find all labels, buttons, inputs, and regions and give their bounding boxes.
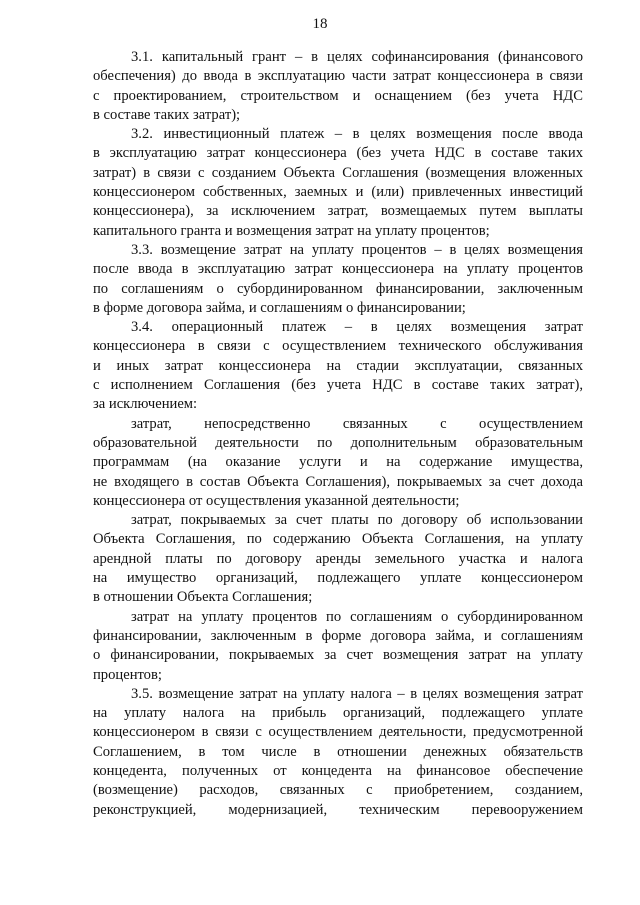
text-line: обеспечения) до ввода в эксплуатацию части затрат концессионера в связи [93, 68, 583, 85]
text-line: на имущество организаций, подлежащего уплате концессионером [93, 570, 583, 587]
text-line: затрат, непосредственно связанных с осуществлением [131, 415, 583, 432]
text-line: Объекта Соглашения, по содержанию Объекта Соглашения, на уплату [93, 531, 583, 548]
text-line: концессионера), за исключением затрат, возмещаемых путем выплаты [93, 203, 583, 220]
text-line: концессионером собственных, заемных и (или) привлеченных инвестиций [93, 184, 583, 201]
text-line: концессионера от осуществления указанной деятельности; [93, 492, 460, 509]
paragraph-3.4-a [93, 415, 583, 511]
text-line: Соглашением, в том числе в отношении денежных обязательств [93, 743, 583, 760]
text-line: 3.2. инвестиционный платеж – в целях возмещения после ввода [131, 126, 583, 143]
text-line: реконструкцией, модернизацией, техническим перевооружением [93, 801, 583, 818]
text-line: в отношении Объекта Соглашения; [93, 589, 313, 606]
page-number: 18 [312, 16, 328, 32]
paragraph-3.4-c [93, 608, 583, 685]
paragraph-3.1 [93, 48, 583, 125]
text-line: затрат, покрываемых за счет платы по договору об использовании [131, 512, 583, 529]
text-line: в форме договора займа, и соглашениям о финансировании; [93, 299, 466, 316]
text-line: концедента, полученных от концедента на финансовое обеспечение [93, 762, 583, 779]
text-line: в эксплуатацию затрат концессионера (без учета НДС в составе таких [93, 145, 583, 162]
text-line: не входящего в состав Объекта Соглашения), покрываемых за счет дохода [93, 473, 583, 490]
document-body [93, 48, 583, 820]
text-line: концессионера в связи с осуществлением технического обслуживания [93, 338, 583, 355]
text-line: 3.5. возмещение затрат на уплату налога – в целях возмещения затрат [131, 685, 583, 702]
text-line: о финансировании, покрываемых за счет возмещения затрат на уплату [93, 647, 583, 664]
text-line: после ввода в эксплуатацию затрат концессионера на уплату процентов [93, 261, 583, 278]
text-line: программам (на оказание услуги и на содержание имущества, [93, 454, 583, 471]
paragraph-3.4 [93, 318, 583, 414]
text-line: в составе таких затрат); [93, 106, 241, 123]
text-line: затрат на уплату процентов по соглашениям о субординированном [131, 608, 583, 625]
text-line: на уплату налога на прибыль организаций, подлежащего уплате [93, 705, 583, 722]
text-line: концессионером в связи с осуществлением деятельности, предусмотренной [93, 724, 583, 741]
text-line: арендной платы по договору аренды земельного участка и налога [93, 550, 583, 567]
text-line: и иных затрат концессионера на стадии эксплуатации, связанных [93, 357, 583, 374]
text-line: образовательной деятельности по дополнительным образовательным [93, 434, 583, 451]
text-line: капитального гранта и возмещения затрат на уплату процентов; [93, 222, 490, 239]
paragraph-3.4-b [93, 511, 583, 607]
paragraph-3.5 [93, 685, 583, 820]
paragraph-3.3 [93, 241, 583, 318]
paragraph-3.2 [93, 125, 583, 241]
text-line: с проектированием, строительством и оснащением (без учета НДС [93, 87, 583, 104]
text-line: процентов; [93, 666, 162, 683]
text-line: 3.3. возмещение затрат на уплату процентов – в целях возмещения [131, 241, 583, 258]
text-line: (возмещение) расходов, связанных с приобретением, созданием, [93, 782, 583, 799]
text-line: финансировании, заключенным в форме договора займа, и соглашениям [93, 627, 583, 644]
text-line: 3.4. операционный платеж – в целях возмещения затрат [131, 319, 583, 336]
text-line: 3.1. капитальный грант – в целях софинансирования (финансового [131, 49, 583, 65]
text-line: по соглашениям о субординированном финансировании, заключенным [93, 280, 583, 297]
text-line: за исключением: [93, 396, 198, 413]
text-line: с исполнением Соглашения (без учета НДС в составе таких затрат), [93, 377, 583, 394]
text-line: затрат) в связи с созданием Объекта Соглашения (возмещения вложенных [93, 164, 583, 181]
